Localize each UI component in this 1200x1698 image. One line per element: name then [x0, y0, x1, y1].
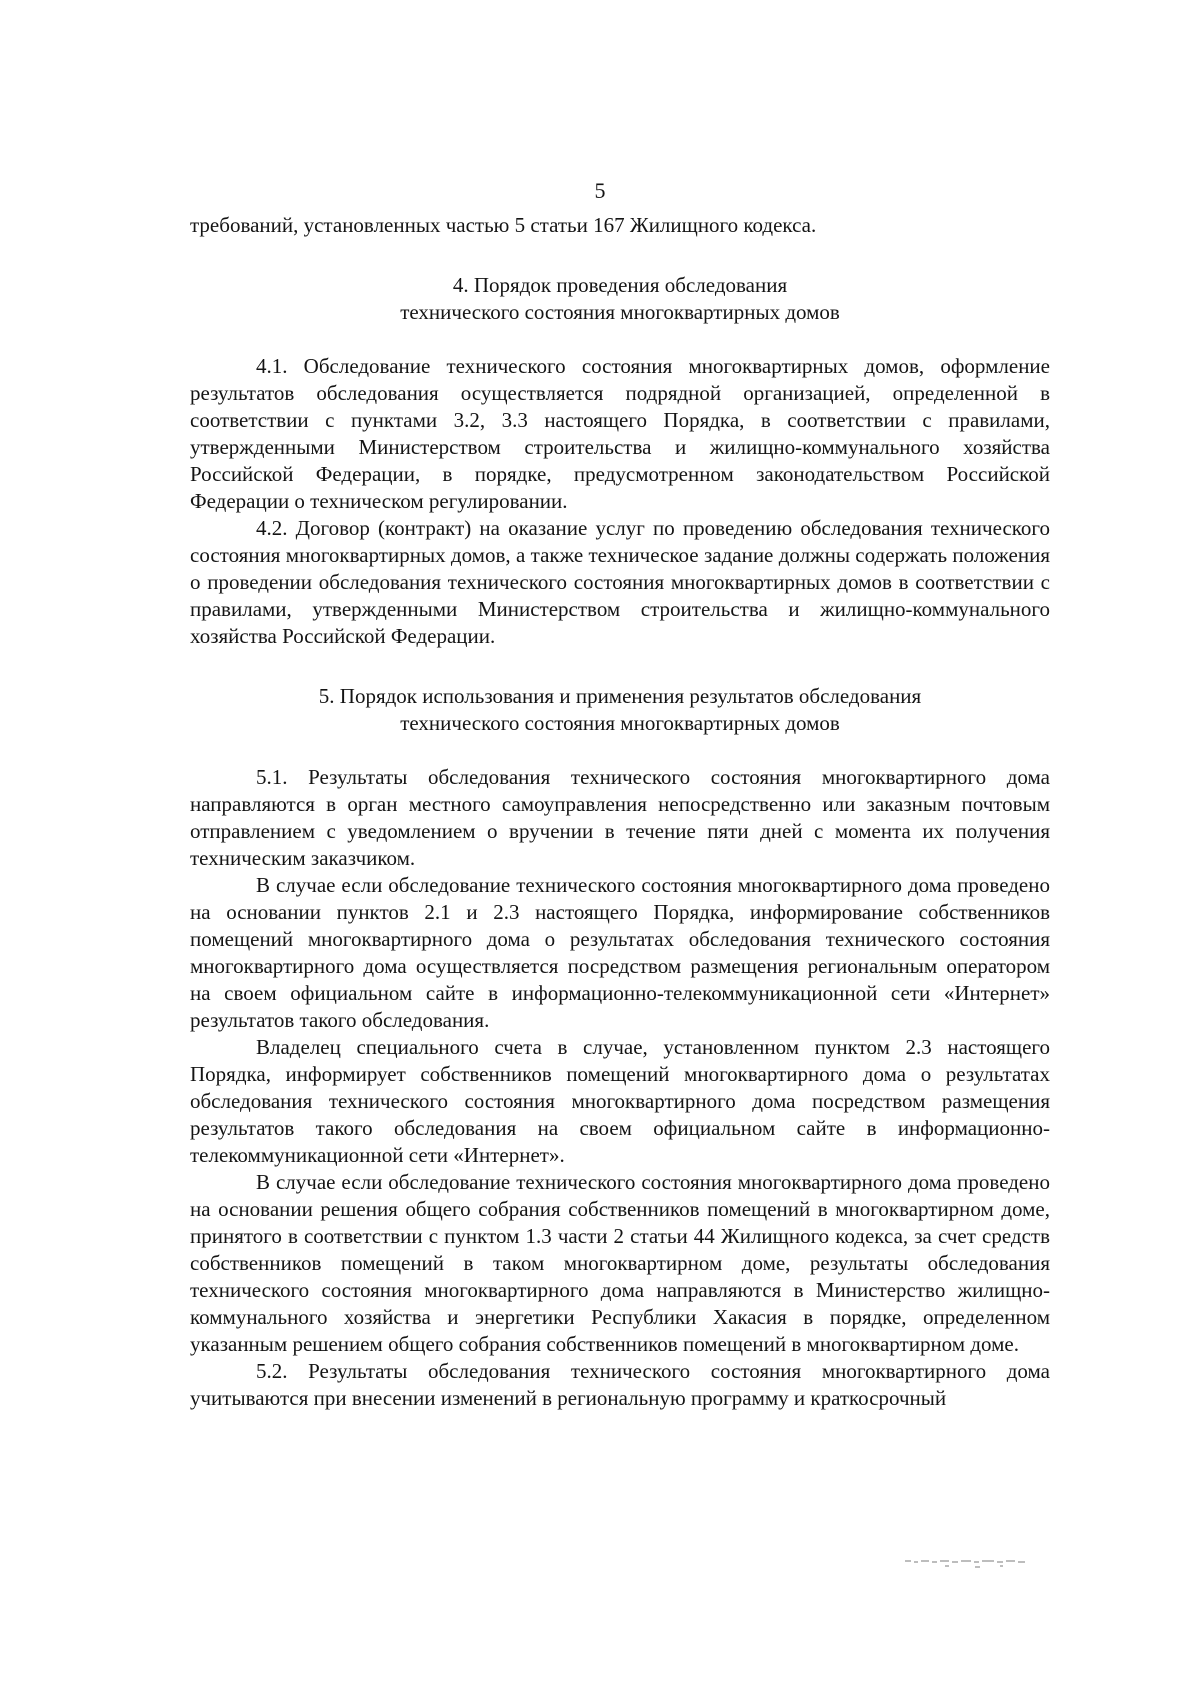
paragraph-4-1: 4.1. Обследование технического состояния многоквартирных домов, оформление результатов обследования осуществляется подрядной организацией, определенной в соответствии с пунктами 3.2, 3.3 настоящего Порядка, в соответствии с правилами, утвержденными Министерством строительства и жилищно-коммунального хозяйства Российской Федерации, в порядке, предусмотренном законодательством Российской Федерации о техническом регулировании.	[190, 354, 1050, 513]
paragraph-5-2: 5.2. Результаты обследования технического состояния многоквартирного дома учитываются при внесении изменений в региональную программу и краткосрочный	[190, 1359, 1050, 1410]
paragraph-5-1-special-account: Владелец специального счета в случае, установленном пунктом 2.3 настоящего Порядка, информирует собственников помещений многоквартирного дома о результатах обследования технического состояния многоквартирного дома посредством размещения результатов такого обследования на своем официальном сайте в информационно-телекоммуникационной сети «Интернет».	[190, 1035, 1050, 1167]
section-5-heading	[190, 683, 1050, 737]
document-body	[190, 212, 1050, 1412]
section-5-heading-line-1: 5. Порядок использования и применения результатов обследования	[318, 684, 922, 708]
scan-noise	[905, 1556, 1035, 1570]
paragraph-5-1-regional-operator: В случае если обследование технического состояния многоквартирного дома проведено на основании пунктов 2.1 и 2.3 настоящего Порядка, информирование собственников помещений многоквартирного дома о результатах обследования технического состояния многоквартирного дома осуществляется посредством размещения региональным оператором на своем официальном сайте в информационно-телекоммуникационной сети «Интернет» результатов такого обследования.	[190, 873, 1050, 1032]
section-4-heading	[190, 272, 1050, 326]
section-4-heading-line-2: технического состояния многоквартирных домов	[400, 300, 840, 324]
paragraph-5-1-general-meeting: В случае если обследование технического состояния многоквартирного дома проведено на основании решения общего собрания собственников помещений в многоквартирном доме, принятого в соответствии с пунктом 1.3 части 2 статьи 44 Жилищного кодекса, за счет средств собственников помещений в таком многоквартирном доме, результаты обследования технического состояния многоквартирного дома направляются в Министерство жилищно-коммунального хозяйства и энергетики Республики Хакасия в порядке, определенном указанным решением общего собрания собственников помещений в многоквартирном доме.	[190, 1170, 1050, 1356]
intro-paragraph: требований, установленных частью 5 статьи 167 Жилищного кодекса.	[190, 213, 817, 237]
paragraph-4-2: 4.2. Договор (контракт) на оказание услуг по проведению обследования технического состояния многоквартирных домов, а также техническое задание должны содержать положения о проведении обследования технического состояния многоквартирных домов в соответствии с правилами, утвержденными Министерством строительства и жилищно-коммунального хозяйства Российской Федерации.	[190, 516, 1050, 648]
page-number: 5	[594, 178, 606, 203]
section-4-heading-line-1: 4. Порядок проведения обследования	[452, 273, 788, 297]
section-5-heading-line-2: технического состояния многоквартирных домов	[400, 711, 840, 735]
paragraph-5-1: 5.1. Результаты обследования технического состояния многоквартирного дома направляются в орган местного самоуправления непосредственно или заказным почтовым отправлением с уведомлением о вручении в течение пяти дней с момента их получения техническим заказчиком.	[190, 765, 1050, 870]
